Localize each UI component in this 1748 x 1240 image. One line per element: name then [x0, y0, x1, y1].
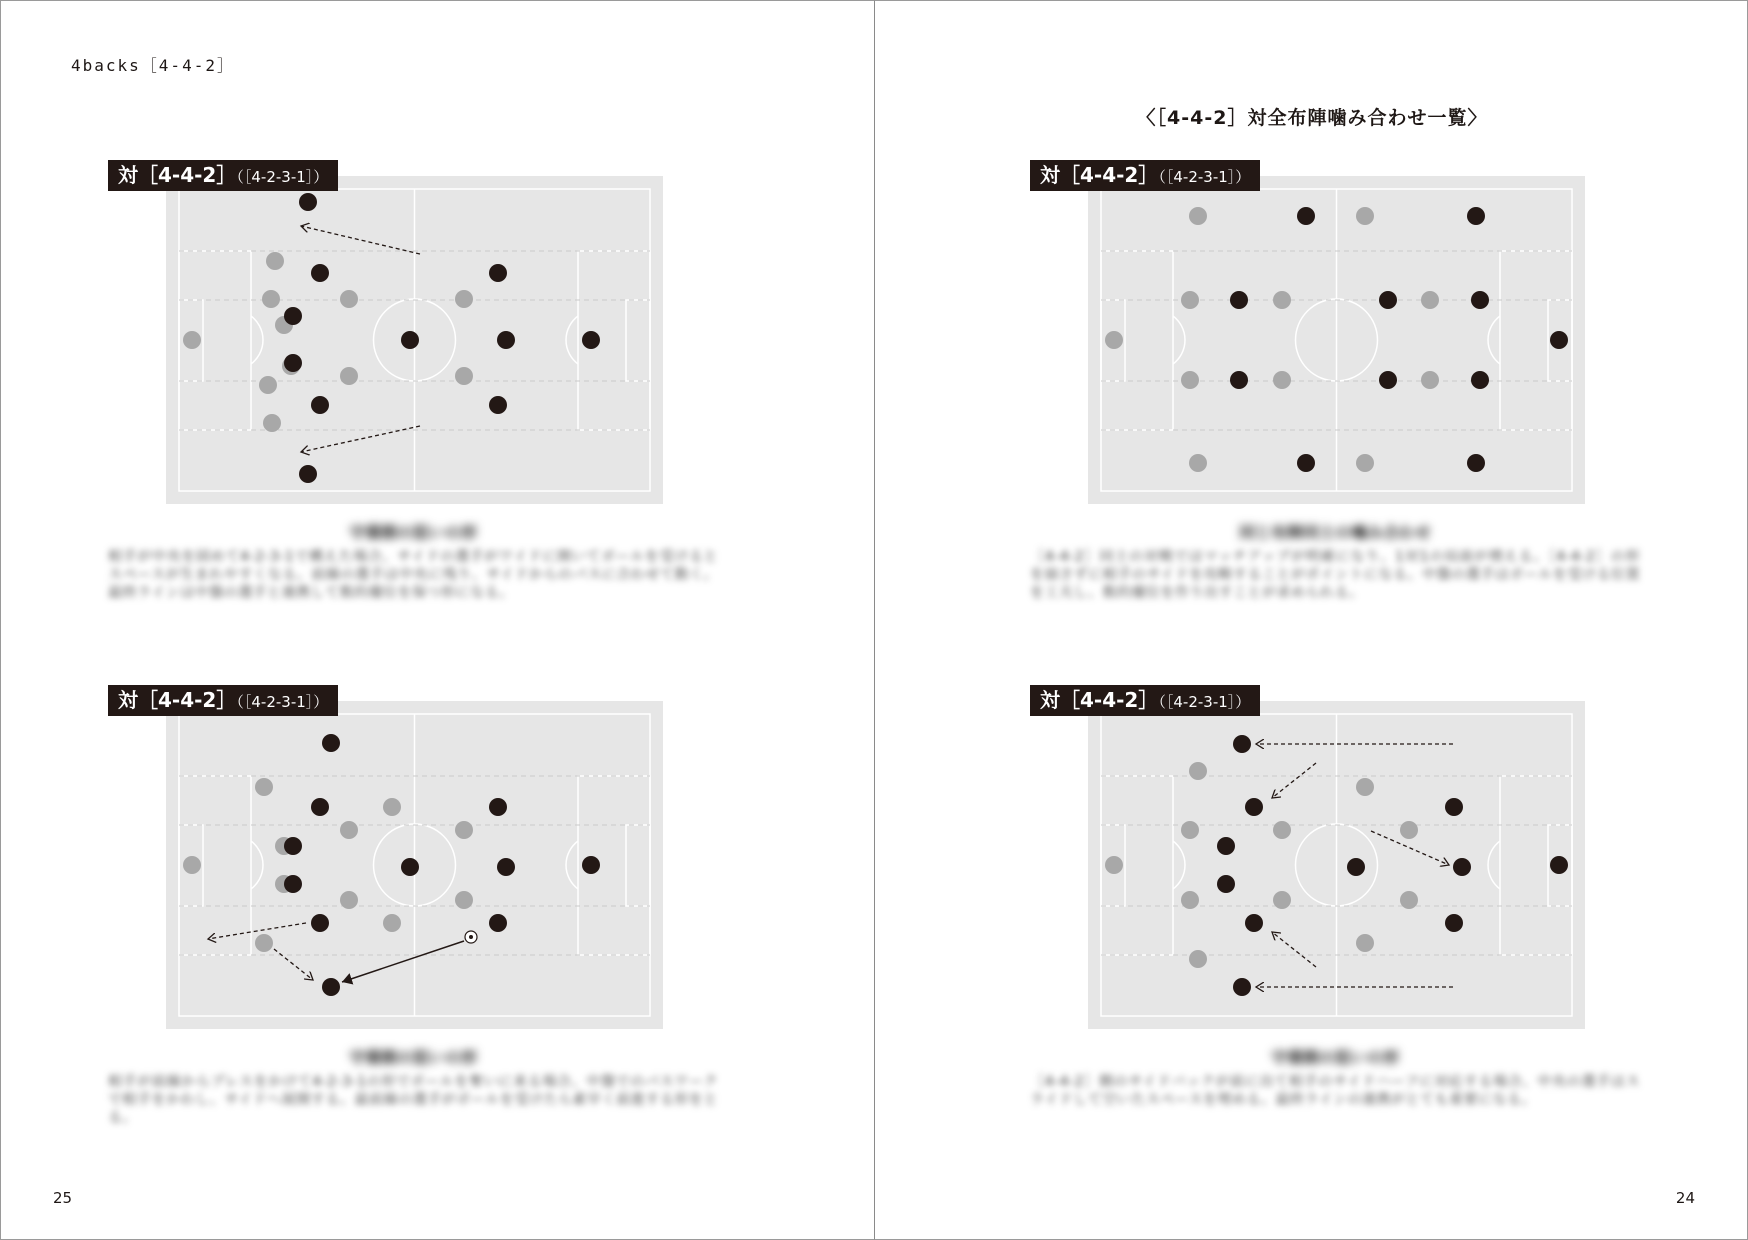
pitch-diagram [166, 701, 663, 1029]
diagram-description: ［4-4-2］側のサイドバックが前に出て相手のサイドハーフに対応する場合、中央の選手はスライドして空いたスペースを埋める。最終ラインの連携がとても重要になる。 [1030, 1074, 1640, 1108]
page-title: 〈［4-4-2］対全布陣噛み合わせ一覧〉 [1136, 107, 1488, 129]
pitch-diagram [166, 176, 663, 504]
right-page [874, 0, 1748, 1240]
diagram-description: 相手が前線からプレスをかけて4-2-3-1の形でボールを奪いに来る場合、中盤でのパスワークで相手をかわし、サイドへ展開する。最前線の選手がボールを受けたら素早く前進する形をとる。 [108, 1074, 718, 1126]
pitch-diagram [1088, 176, 1585, 504]
diagram-caption: 守備側の狙いの形 [348, 523, 477, 542]
page-number: 25 [53, 1189, 73, 1207]
formation-label: 対［4-4-2］（［4-2-3-1］） [1030, 685, 1260, 716]
diagram-description: ［4-4-2］同士の対戦ではマッチアップが明確になり、1対1の局面が増える。［4-4-2］の形を崩さずに相手のサイドを攻略することがポイントになる。中盤の選手はボールを受ける位置を工夫し、数的優位を作り出すことが求められる。 [1030, 549, 1640, 601]
running-header: 4backs［4-4-2］ [71, 56, 235, 75]
formation-label: 対［4-4-2］（［4-2-3-1］） [1030, 160, 1260, 191]
page-number: 24 [1675, 1189, 1695, 1207]
diagram-caption: 同じ布陣同士の噛み合わせ [1238, 523, 1431, 542]
diagram-caption: 守備側の狙いの形 [1270, 1048, 1399, 1067]
diagram-description: 相手が中央を固めて4-2-3-1で構えた場合、サイドの選手がワイドに開いてボールを受けるとスペースが生まれやすくなる。前線の選手は中央に残り、サイドからのパスに合わせて動く。最終ラインは中盤の選手と連携して数的優位を保つ形になる。 [108, 549, 718, 601]
formation-label: 対［4-4-2］（［4-2-3-1］） [108, 160, 338, 191]
pitch-diagram [1088, 701, 1585, 1029]
formation-label: 対［4-4-2］（［4-2-3-1］） [108, 685, 338, 716]
diagram-caption: 守備側の狙いの形 [348, 1048, 477, 1067]
